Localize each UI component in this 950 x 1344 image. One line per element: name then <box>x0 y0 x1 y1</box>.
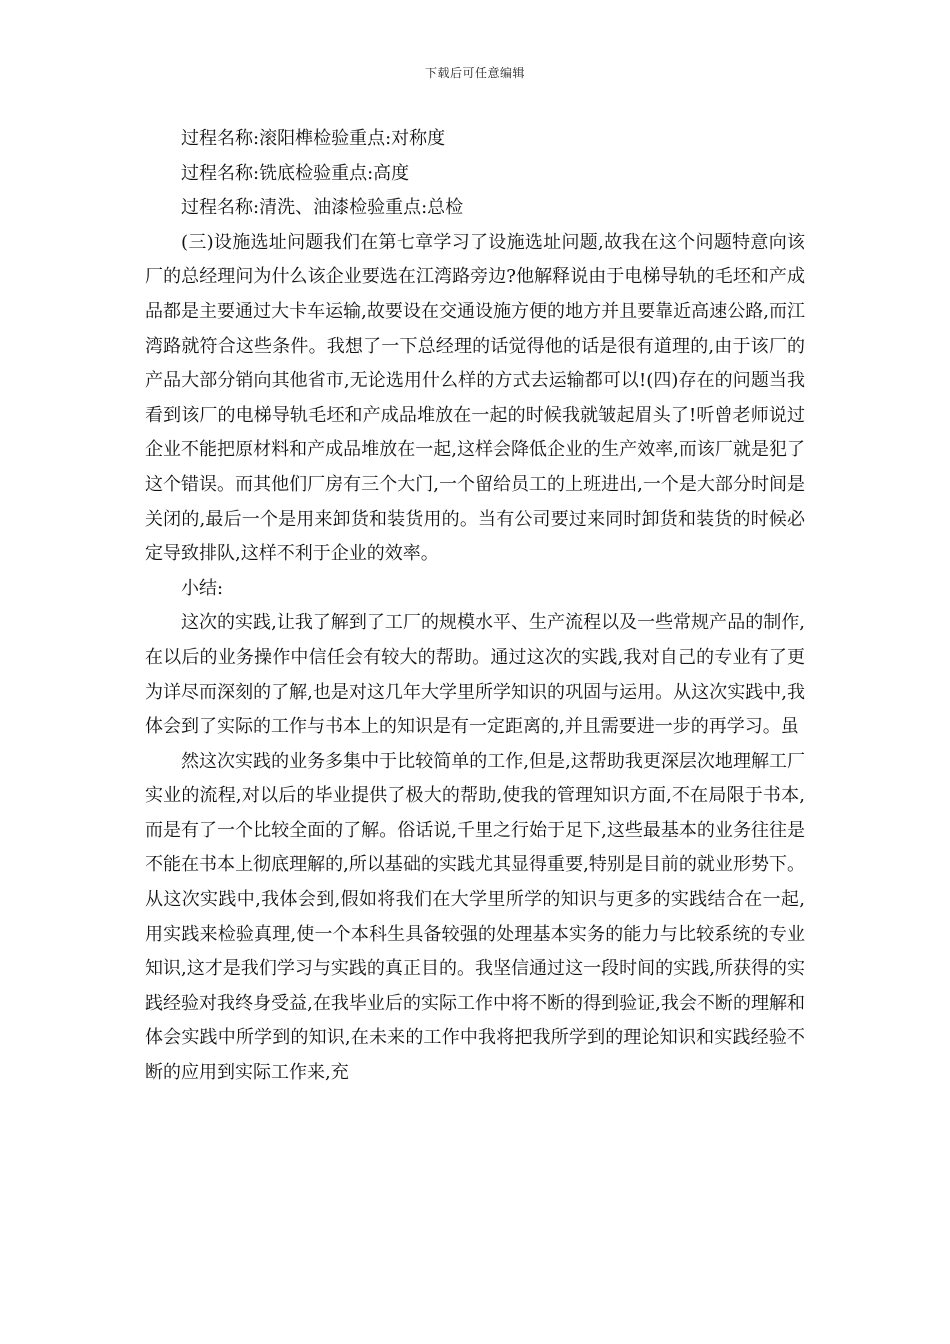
process-line-1: 过程名称:滚阳榫检验重点:对称度 <box>181 128 446 149</box>
page-header: 下载后可任意编辑 <box>424 66 525 80</box>
site-selection-paragraph: (三)设施选址问题我们在第七章学习了设施选址问题,故我在这个问题特意向该厂的总经理问为什么该企业要选在江湾路旁边?他解释说由于电梯导轨的毛坯和产成品都是主要通过大卡车运输,故要设在交通设施方便的地方并且要靠近高速公路,而江湾路就符合这些条件。我想了一下总经理的话觉得他的话是很有道理的,由于该厂的产品大部分销向其他省市,无论选用什么样的方式去运输都可以!(四)存在的问题当我看到该厂的电梯导轨毛坯和产成品堆放在一起的时候我就皱起眉头了!听曾老师说过企业不能把原材料和产成品堆放在一起,这样会降低企业的生产效率,而该厂就是犯了这个错误。而其他们厂房有三个大门,一个留给员工的上班进出,一个是大部分时间是关闭的,最后一个是用来卸货和装货用的。当有公司要过来同时卸货和装货的时候必定导致排队,这样不利于企业的效率。 <box>145 231 805 565</box>
document-body <box>145 122 805 1091</box>
summary-paragraph-2: 然这次实践的业务多集中于比较简单的工作,但是,这帮助我更深层次地理解工厂实业的流程,对以后的毕业提供了极大的帮助,使我的管理知识方面,不在局限于书本,而是有了一个比较全面的了解。俗话说,千里之行始于足下,这些最基本的业务往往是不能在书本上彻底理解的,所以基础的实践尤其显得重要,特别是目前的就业形势下。从这次实践中,我体会到,假如将我们在大学里所学的知识与更多的实践结合在一起,用实践来检验真理,使一个本科生具备较强的处理基本实务的能力与比较系统的专业知识,这才是我们学习与实践的真正目的。我坚信通过这一段时间的实践,所获得的实践经验对我终身受益,在我毕业后的实际工作中将不断的得到验证,我会不断的理解和体会实践中所学到的知识,在未来的工作中我将把我所学到的理论知识和实践经验不断的应用到实际工作来,充 <box>145 750 805 1084</box>
process-line-2: 过程名称:铣底检验重点:高度 <box>181 162 410 184</box>
process-line-3: 过程名称:清洗、油漆检验重点:总检 <box>181 197 464 219</box>
summary-paragraph-1: 这次的实践,让我了解到了工厂的规模水平、生产流程以及一些常规产品的制作,在以后的业务操作中信任会有较大的帮助。通过这次的实践,我对自己的专业有了更为详尽而深刻的了解,也是对这几年大学里所学知识的巩固与运用。从这次实践中,我体会到了实际的工作与书本上的知识是有一定距离的,并且需要进一步的再学习。虽 <box>145 612 805 738</box>
summary-heading: 小结: <box>181 577 224 599</box>
